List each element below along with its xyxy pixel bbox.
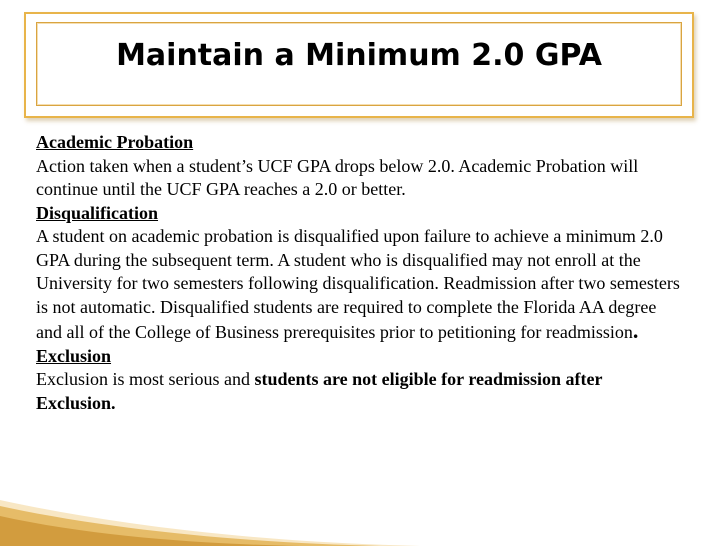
text-disqualification-period: . <box>632 318 639 343</box>
text-exclusion: Exclusion is most serious and <box>36 369 255 389</box>
title-frame <box>24 12 694 118</box>
text-disqualification: A student on academic probation is disqualified upon failure to achieve a minimum 2.0 GPA during the subsequent term. A student who is disqualified may not enroll at the University for two semesters following disqualification. Readmission after two semesters is not automatic. Disqualified students are required to complete the Florida AA degree and all of the College of Business prerequisites prior to petitioning for readmission <box>36 226 680 342</box>
slide-body <box>36 131 686 415</box>
decorative-swoosh <box>0 486 728 546</box>
text-exclusion-wrapper <box>36 368 686 415</box>
text-disqualification-wrapper <box>36 225 686 345</box>
heading-academic-probation: Academic Probation <box>36 132 194 152</box>
text-exclusion-bold: students are not eligible for readmission after Exclusion. <box>36 369 603 413</box>
title-inner-border <box>36 22 682 106</box>
slide-title: Maintain a Minimum 2.0 GPA <box>116 37 602 73</box>
heading-exclusion: Exclusion <box>36 345 112 366</box>
text-academic-probation: Action taken when a student’s UCF GPA drops below 2.0. Academic Probation will continue until the UCF GPA reaches a 2.0 or better. <box>36 155 639 199</box>
heading-disqualification: Disqualification <box>36 202 159 223</box>
